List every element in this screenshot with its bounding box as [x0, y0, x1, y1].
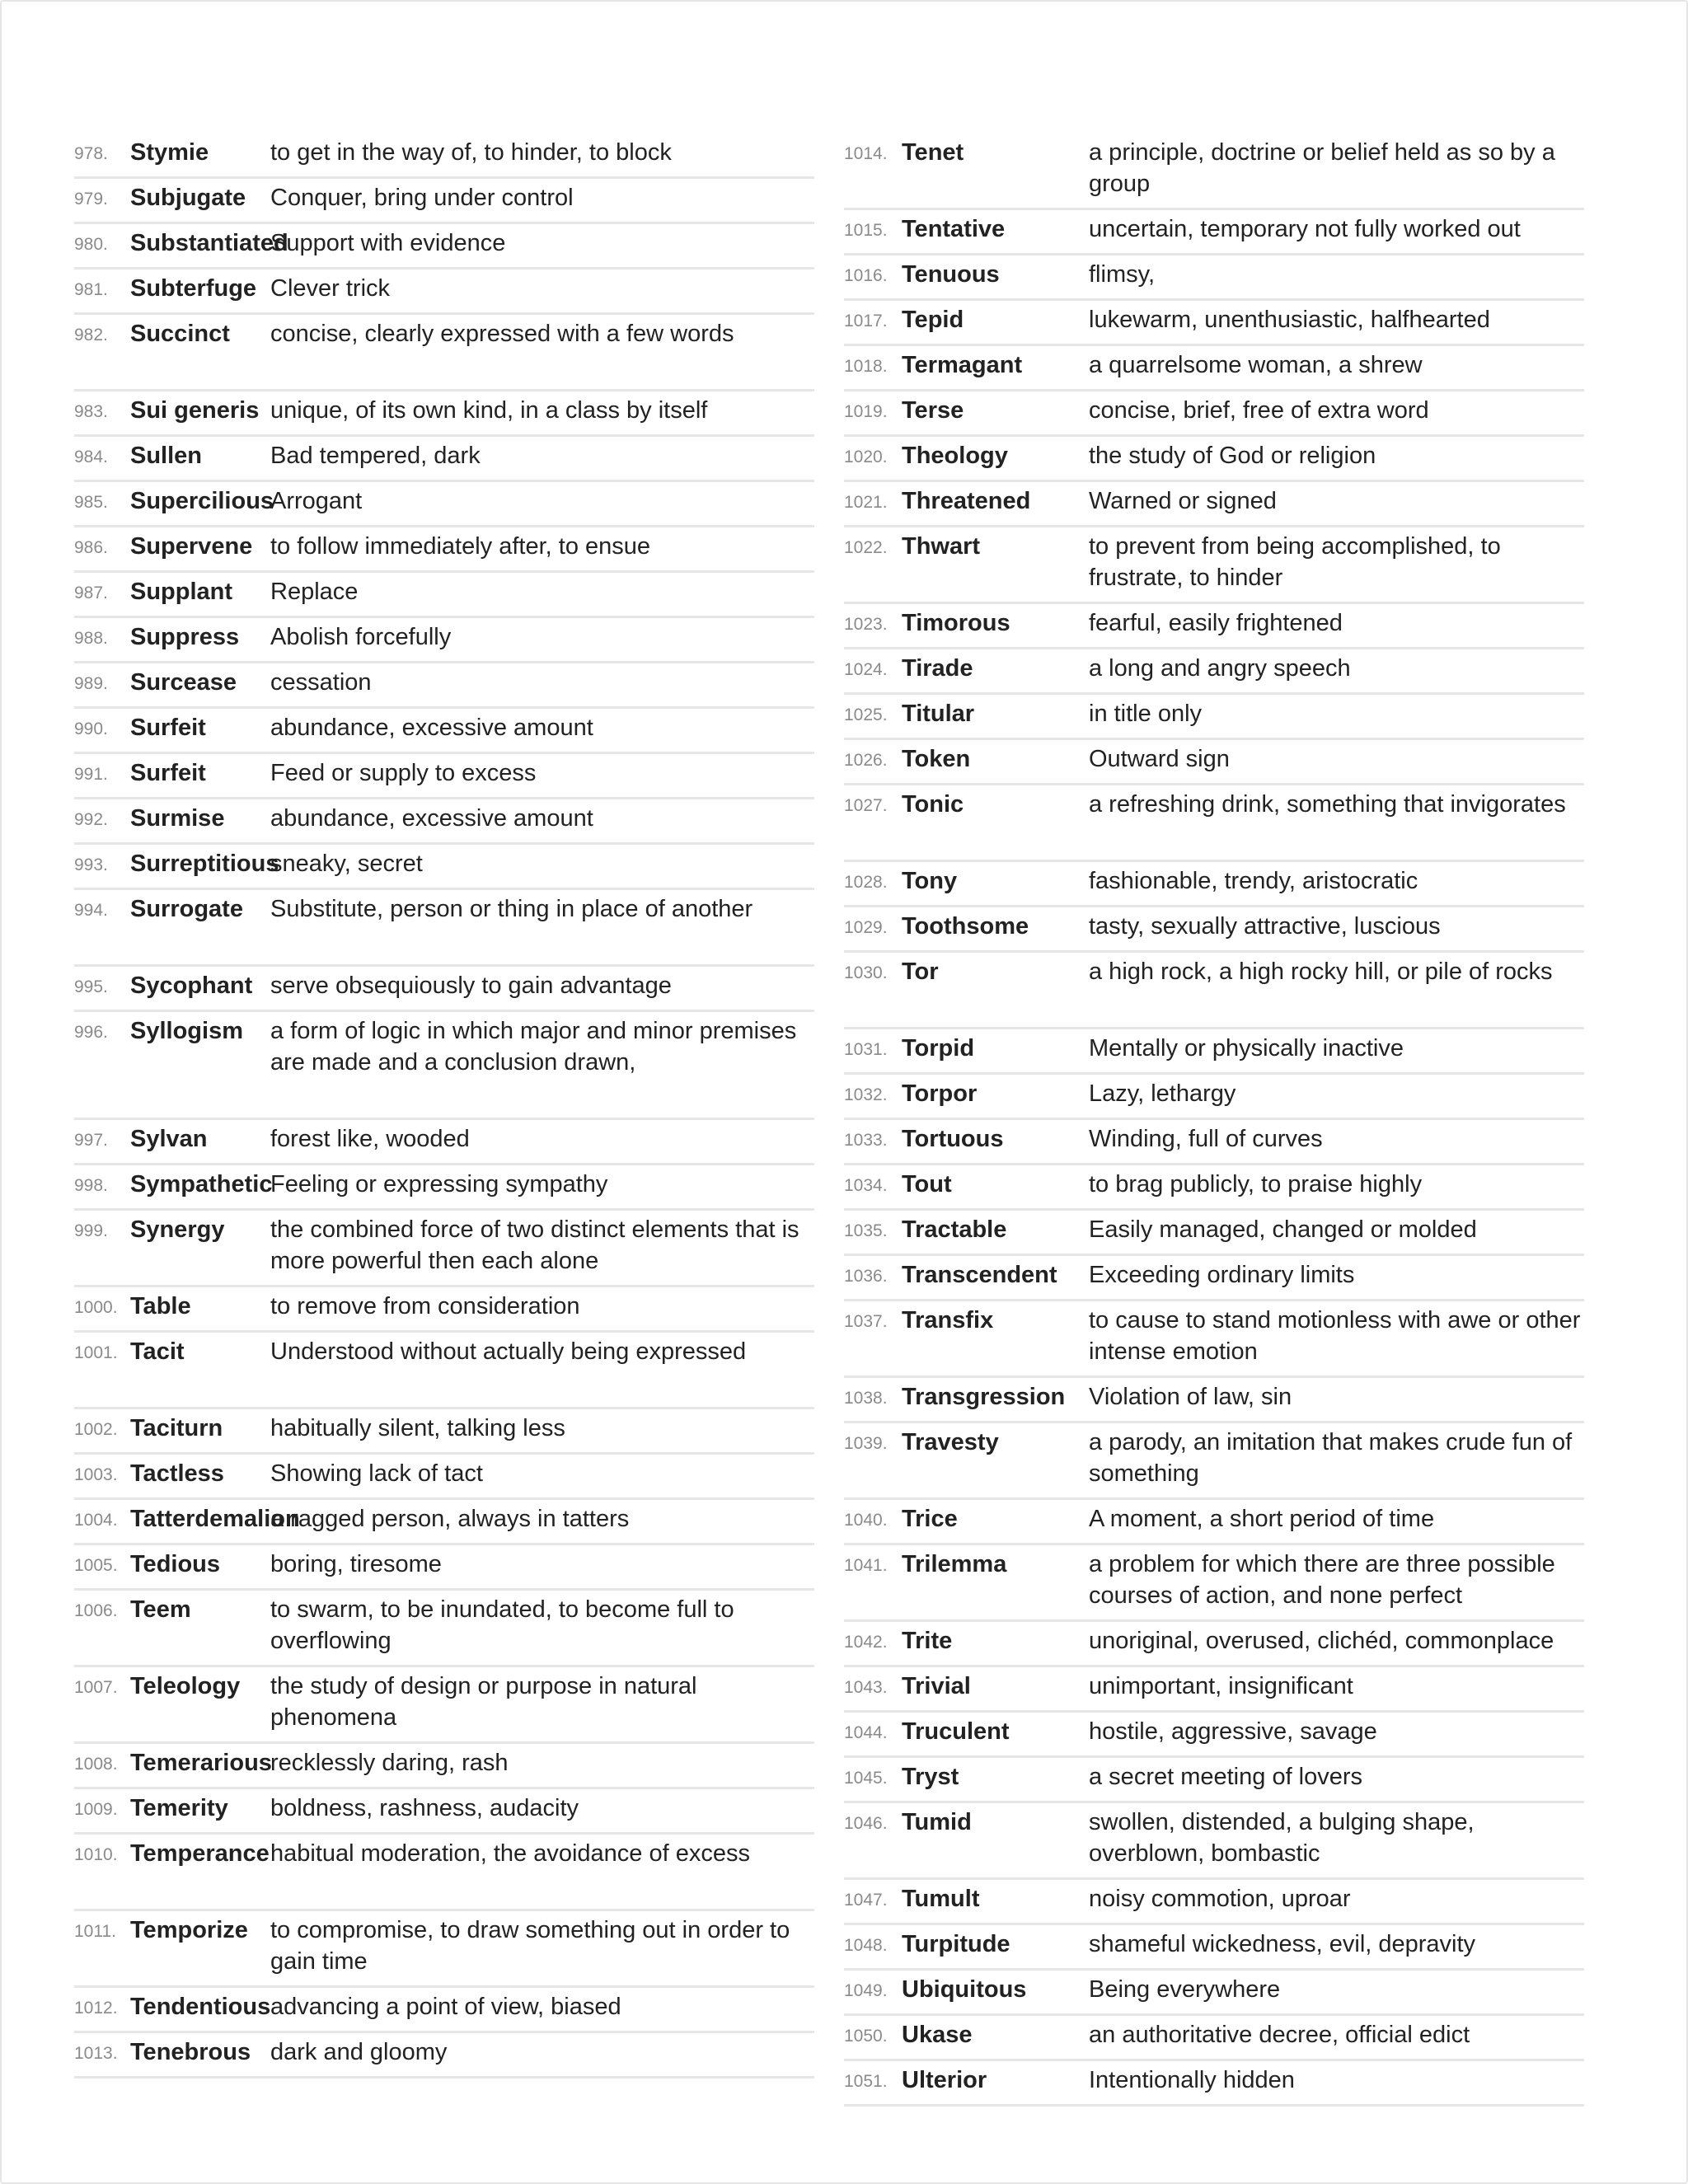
- vocab-row: [74, 224, 814, 269]
- vocab-definition: Lazy, lethargy: [1089, 1080, 1236, 1107]
- entry-number: 990.: [74, 719, 108, 738]
- vocab-definition: unimportant, insignificant: [1089, 1673, 1353, 1699]
- entry-number: 1029.: [844, 918, 888, 937]
- vocab-row: [844, 604, 1584, 649]
- vocab-definition: concise, clearly expressed with a few words: [270, 321, 734, 347]
- vocab-row: [74, 1789, 814, 1835]
- entry-number: 1037.: [844, 1312, 888, 1331]
- entry-number: 979.: [74, 190, 108, 209]
- vocab-definition: a refreshing drink, something that invigorates: [1089, 791, 1566, 818]
- entry-number: 983.: [74, 402, 108, 421]
- vocab-definition: the combined force of two distinct elements that is more powerful then each alone: [270, 1216, 799, 1274]
- vocab-row: [74, 1333, 814, 1409]
- vocab-row: [844, 1029, 1584, 1075]
- vocab-definition: shameful wickedness, evil, depravity: [1089, 1931, 1476, 1957]
- vocab-definition: a secret meeting of lovers: [1089, 1764, 1363, 1790]
- vocab-row: [844, 649, 1584, 695]
- entry-number: 1020.: [844, 448, 888, 466]
- vocab-definition: boring, tiresome: [270, 1551, 442, 1577]
- vocab-word: Torpor: [902, 1080, 978, 1107]
- vocab-row: [74, 1012, 814, 1120]
- vocab-word: Tatterdemalion: [130, 1506, 300, 1532]
- vocab-definition: a quarrelsome woman, a shrew: [1089, 352, 1423, 378]
- vocab-row: [74, 1500, 814, 1545]
- entry-number: 1043.: [844, 1678, 888, 1697]
- vocab-word: Tryst: [902, 1764, 959, 1790]
- vocab-definition: Outward sign: [1089, 746, 1230, 772]
- vocab-word: Suppress: [130, 624, 240, 650]
- vocab-row: [74, 391, 814, 437]
- vocab-definition: the study of design or purpose in natural phenomena: [270, 1673, 697, 1731]
- vocab-definition: Warned or signed: [1089, 488, 1277, 514]
- vocab-row: [74, 618, 814, 663]
- vocab-word: Supplant: [130, 579, 233, 605]
- entry-number: 996.: [74, 1023, 108, 1042]
- vocab-definition: Violation of law, sin: [1089, 1384, 1292, 1410]
- vocab-definition: a long and angry speech: [1089, 655, 1351, 682]
- vocab-word: Substantiated: [130, 230, 288, 256]
- entry-number: 1012.: [74, 1999, 118, 2018]
- vocab-word: Tumult: [902, 1886, 980, 1912]
- vocab-row: [844, 1803, 1584, 1880]
- vocab-word: Synergy: [130, 1216, 225, 1243]
- vocab-word: Subjugate: [130, 185, 246, 211]
- vocab-word: Surreptitious: [130, 851, 279, 877]
- entry-number: 1045.: [844, 1769, 888, 1788]
- entry-number: 1013.: [74, 2044, 118, 2063]
- vocab-row: [74, 1667, 814, 1744]
- vocab-definition: A moment, a short period of time: [1089, 1506, 1435, 1532]
- vocab-word: Stymie: [130, 139, 209, 166]
- vocab-word: Succinct: [130, 321, 230, 347]
- vocab-row: [74, 1287, 814, 1333]
- vocab-row: [844, 1622, 1584, 1667]
- vocab-definition: Bad tempered, dark: [270, 443, 481, 469]
- entry-number: 1002.: [74, 1420, 118, 1439]
- entry-number: 980.: [74, 235, 108, 254]
- entry-number: 1039.: [844, 1434, 888, 1453]
- vocab-word: Taciturn: [130, 1415, 223, 1441]
- entry-number: 1011.: [74, 1922, 116, 1941]
- vocab-row: [844, 953, 1584, 1029]
- entry-number: 997.: [74, 1131, 108, 1150]
- right-word-list: [844, 134, 1584, 2107]
- vocab-word: Trice: [902, 1506, 958, 1532]
- vocab-definition: a parody, an imitation that makes crude fun of something: [1089, 1429, 1573, 1487]
- vocab-definition: to remove from consideration: [270, 1293, 580, 1319]
- vocab-word: Transgression: [902, 1384, 1066, 1410]
- entry-number: 1014.: [844, 144, 888, 163]
- vocab-definition: unoriginal, overused, clichéd, commonplace: [1089, 1628, 1554, 1654]
- vocab-definition: forest like, wooded: [270, 1126, 470, 1152]
- vocab-word: Transcendent: [902, 1262, 1057, 1288]
- vocab-row: [74, 1211, 814, 1287]
- vocab-definition: Feed or supply to excess: [270, 760, 537, 786]
- entry-number: 1015.: [844, 221, 888, 240]
- entry-number: 1017.: [844, 312, 888, 330]
- vocab-definition: tasty, sexually attractive, luscious: [1089, 913, 1441, 940]
- vocab-word: Tumid: [902, 1809, 972, 1835]
- entry-number: 1036.: [844, 1267, 888, 1286]
- vocab-word: Tenet: [902, 139, 964, 166]
- vocab-word: Token: [902, 746, 971, 772]
- vocab-row: [844, 1758, 1584, 1803]
- vocab-definition: Mentally or physically inactive: [1089, 1035, 1404, 1062]
- vocab-row: [844, 1500, 1584, 1545]
- vocab-word: Terse: [902, 397, 964, 424]
- vocab-definition: habitually silent, talking less: [270, 1415, 565, 1441]
- entry-number: 978.: [74, 144, 108, 163]
- entry-number: 984.: [74, 448, 108, 466]
- vocab-definition: advancing a point of view, biased: [270, 1994, 621, 2020]
- vocab-row: [74, 1409, 814, 1455]
- vocab-word: Tirade: [902, 655, 973, 682]
- vocab-row: [844, 1925, 1584, 1971]
- vocab-word: Sui generis: [130, 397, 260, 424]
- vocab-definition: Abolish forcefully: [270, 624, 452, 650]
- entry-number: 1009.: [74, 1800, 118, 1819]
- vocab-word: Tentative: [902, 216, 1006, 242]
- vocab-row: [844, 1971, 1584, 2016]
- vocab-word: Surfeit: [130, 715, 206, 741]
- vocab-word: Tepid: [902, 307, 964, 333]
- vocab-row: [844, 437, 1584, 482]
- vocab-row: [844, 1423, 1584, 1500]
- entry-number: 989.: [74, 674, 108, 693]
- entry-number: 1040.: [844, 1511, 888, 1530]
- entry-number: 1008.: [74, 1755, 118, 1774]
- vocab-word: Thwart: [902, 533, 981, 560]
- entry-number: 1003.: [74, 1465, 118, 1484]
- entry-number: 1004.: [74, 1511, 118, 1530]
- vocab-definition: to brag publicly, to praise highly: [1089, 1171, 1423, 1197]
- left-word-list: [74, 134, 814, 2079]
- entry-number: 994.: [74, 901, 108, 920]
- vocab-word: Tout: [902, 1171, 952, 1197]
- vocab-row: [74, 527, 814, 573]
- vocab-word: Tractable: [902, 1216, 1007, 1243]
- vocab-definition: Showing lack of tact: [270, 1460, 483, 1487]
- entry-number: 1047.: [844, 1891, 888, 1910]
- entry-number: 1025.: [844, 705, 888, 724]
- vocab-word: Ukase: [902, 2022, 973, 2048]
- entry-number: 981.: [74, 280, 108, 299]
- vocab-row: [74, 845, 814, 890]
- vocab-row: [844, 391, 1584, 437]
- entry-number: 1019.: [844, 402, 888, 421]
- entry-number: 1041.: [844, 1556, 888, 1575]
- vocab-definition: serve obsequiously to gain advantage: [270, 972, 672, 999]
- vocab-row: [844, 1075, 1584, 1120]
- vocab-definition: Intentionally hidden: [1089, 2067, 1295, 2093]
- vocab-definition: Being everywhere: [1089, 1976, 1281, 2003]
- entry-number: 1032.: [844, 1085, 888, 1104]
- vocab-word: Temporize: [130, 1917, 248, 1943]
- vocab-word: Sympathetic: [130, 1171, 273, 1197]
- vocab-word: Threatened: [902, 488, 1031, 514]
- vocab-definition: boldness, rashness, audacity: [270, 1795, 579, 1821]
- vocab-row: [844, 785, 1584, 862]
- vocab-word: Syllogism: [130, 1018, 243, 1044]
- vocab-definition: Replace: [270, 579, 359, 605]
- entry-number: 1038.: [844, 1389, 888, 1408]
- vocab-row: [74, 709, 814, 754]
- vocab-word: Supercilious: [130, 488, 274, 514]
- entry-number: 1033.: [844, 1131, 888, 1150]
- entry-number: 1023.: [844, 615, 888, 634]
- vocab-definition: Easily managed, changed or molded: [1089, 1216, 1477, 1243]
- vocab-word: Table: [130, 1293, 191, 1319]
- vocab-word: Supervene: [130, 533, 253, 560]
- vocab-word: Sullen: [130, 443, 203, 469]
- vocab-row: [844, 1378, 1584, 1423]
- vocab-word: Tenebrous: [130, 2039, 251, 2065]
- vocab-word: Surfeit: [130, 760, 206, 786]
- vocab-row: [844, 1713, 1584, 1758]
- vocab-word: Truculent: [902, 1718, 1010, 1745]
- vocab-row: [74, 1545, 814, 1591]
- entry-number: 982.: [74, 326, 108, 344]
- vocab-row: [844, 482, 1584, 527]
- vocab-row: [844, 1120, 1584, 1165]
- vocab-definition: to compromise, to draw something out in order to gain time: [270, 1917, 790, 1975]
- entry-number: 1007.: [74, 1678, 118, 1697]
- entry-number: 992.: [74, 810, 108, 829]
- vocab-row: [844, 1301, 1584, 1378]
- entry-number: 995.: [74, 977, 108, 996]
- vocab-row: [74, 1120, 814, 1165]
- vocab-definition: sneaky, secret: [270, 851, 423, 877]
- vocab-word: Travesty: [902, 1429, 999, 1455]
- entry-number: 985.: [74, 493, 108, 512]
- vocab-definition: abundance, excessive amount: [270, 715, 593, 741]
- vocab-row: [74, 1835, 814, 1911]
- vocab-definition: abundance, excessive amount: [270, 805, 593, 832]
- vocab-word: Temerity: [130, 1795, 228, 1821]
- entry-number: 1021.: [844, 493, 888, 512]
- vocab-definition: Substitute, person or thing in place of another: [270, 896, 753, 922]
- vocab-row: [74, 1744, 814, 1789]
- vocab-definition: Feeling or expressing sympathy: [270, 1171, 608, 1197]
- vocab-word: Timorous: [902, 610, 1010, 636]
- vocab-definition: a high rock, a high rocky hill, or pile of rocks: [1089, 958, 1553, 985]
- entry-number: 1042.: [844, 1633, 888, 1652]
- vocab-definition: hostile, aggressive, savage: [1089, 1718, 1377, 1745]
- entry-number: 1046.: [844, 1814, 888, 1833]
- vocab-word: Ulterior: [902, 2067, 987, 2093]
- vocab-definition: a principle, doctrine or belief held as so by a group: [1089, 139, 1555, 197]
- vocab-word: Torpid: [902, 1035, 975, 1062]
- entry-number: 1050.: [844, 2027, 888, 2046]
- vocab-row: [74, 134, 814, 179]
- vocab-row: [844, 210, 1584, 255]
- vocab-definition: Support with evidence: [270, 230, 506, 256]
- entry-number: 987.: [74, 583, 108, 602]
- vocab-definition: lukewarm, unenthusiastic, halfhearted: [1089, 307, 1490, 333]
- vocab-definition: to get in the way of, to hinder, to block: [270, 139, 672, 166]
- vocab-word: Temperance: [130, 1840, 270, 1867]
- vocab-row: [844, 1211, 1584, 1256]
- entry-number: 1010.: [74, 1845, 118, 1864]
- entry-number: 1006.: [74, 1601, 118, 1620]
- entry-number: 1018.: [844, 357, 888, 376]
- vocab-word: Sylvan: [130, 1126, 208, 1152]
- vocab-row: [74, 573, 814, 618]
- vocab-word: Trite: [902, 1628, 953, 1654]
- vocab-row: [844, 1256, 1584, 1301]
- entry-number: 1030.: [844, 963, 888, 982]
- entry-number: 1000.: [74, 1298, 118, 1317]
- entry-number: 1024.: [844, 660, 888, 679]
- vocab-definition: recklessly daring, rash: [270, 1750, 509, 1776]
- vocab-definition: Arrogant: [270, 488, 363, 514]
- entry-number: 993.: [74, 855, 108, 874]
- vocab-row: [844, 1667, 1584, 1713]
- vocab-definition: cessation: [270, 669, 372, 696]
- vocab-definition: the study of God or religion: [1089, 443, 1376, 469]
- vocab-definition: fearful, easily frightened: [1089, 610, 1343, 636]
- vocab-definition: noisy commotion, uproar: [1089, 1886, 1351, 1912]
- vocab-row: [74, 663, 814, 709]
- vocab-definition: to swarm, to be inundated, to become full to overflowing: [270, 1596, 734, 1654]
- entry-number: 991.: [74, 765, 108, 784]
- entry-number: 1022.: [844, 538, 888, 557]
- entry-number: 1027.: [844, 796, 888, 815]
- vocab-row: [74, 1988, 814, 2033]
- vocab-word: Turpitude: [902, 1931, 1010, 1957]
- vocab-word: Sycophant: [130, 972, 253, 999]
- vocab-definition: a form of logic in which major and minor premises are made and a conclusion drawn,: [270, 1018, 797, 1076]
- vocab-word: Tor: [902, 958, 939, 985]
- vocab-word: Termagant: [902, 352, 1023, 378]
- vocab-definition: flimsy,: [1089, 261, 1156, 288]
- entry-number: 1049.: [844, 1981, 888, 2000]
- vocab-word: Tendentious: [130, 1994, 271, 2020]
- vocab-row: [74, 799, 814, 845]
- vocab-word: Tony: [902, 868, 958, 894]
- vocab-word: Trilemma: [902, 1551, 1007, 1577]
- entry-number: 1034.: [844, 1176, 888, 1195]
- vocab-word: Trivial: [902, 1673, 971, 1699]
- entry-number: 1028.: [844, 873, 888, 892]
- vocab-definition: to follow immediately after, to ensue: [270, 533, 651, 560]
- vocab-word: Tenuous: [902, 261, 1000, 288]
- entry-number: 1026.: [844, 751, 888, 770]
- vocab-row: [844, 695, 1584, 740]
- entry-number: 1048.: [844, 1936, 888, 1955]
- entry-number: 1031.: [844, 1040, 888, 1059]
- entry-number: 986.: [74, 538, 108, 557]
- entry-number: 998.: [74, 1176, 108, 1195]
- vocab-row: [74, 315, 814, 391]
- vocab-word: Toothsome: [902, 913, 1029, 940]
- vocab-word: Temerarious: [130, 1750, 272, 1776]
- vocab-row: [74, 179, 814, 224]
- vocab-definition: swollen, distended, a bulging shape, overblown, bombastic: [1089, 1809, 1475, 1867]
- vocab-word: Surcease: [130, 669, 237, 696]
- vocab-word: Tacit: [130, 1338, 185, 1365]
- vocab-row: [844, 2016, 1584, 2061]
- vocab-definition: uncertain, temporary not fully worked out: [1089, 216, 1521, 242]
- vocab-row: [74, 1911, 814, 1988]
- vocab-row: [74, 1591, 814, 1667]
- vocab-definition: fashionable, trendy, aristocratic: [1089, 868, 1418, 894]
- vocab-row: [844, 1880, 1584, 1925]
- entry-number: 1001.: [74, 1343, 118, 1362]
- vocab-definition: dark and gloomy: [270, 2039, 448, 2065]
- vocab-row: [74, 890, 814, 967]
- vocab-row: [844, 1545, 1584, 1622]
- vocab-word: Titular: [902, 701, 975, 727]
- vocab-row: [74, 754, 814, 799]
- vocab-row: [74, 482, 814, 527]
- entry-number: 1044.: [844, 1723, 888, 1742]
- vocab-word: Teleology: [130, 1673, 241, 1699]
- vocab-word: Tonic: [902, 791, 964, 818]
- vocab-word: Tactless: [130, 1460, 224, 1487]
- vocab-definition: to prevent from being accomplished, to frustrate, to hinder: [1089, 533, 1501, 591]
- vocab-row: [844, 134, 1584, 210]
- vocab-row: [844, 255, 1584, 301]
- vocab-word: Tedious: [130, 1551, 221, 1577]
- vocab-definition: in title only: [1089, 701, 1203, 727]
- vocab-definition: to cause to stand motionless with awe or other intense emotion: [1089, 1307, 1581, 1365]
- entry-number: 999.: [74, 1221, 108, 1240]
- vocab-row: [844, 740, 1584, 785]
- vocab-row: [74, 2033, 814, 2079]
- vocab-row: [844, 862, 1584, 907]
- vocab-word: Theology: [902, 443, 1008, 469]
- vocab-row: [844, 907, 1584, 953]
- vocab-definition: habitual moderation, the avoidance of excess: [270, 1840, 750, 1867]
- vocab-row: [74, 967, 814, 1012]
- vocab-word: Surrogate: [130, 896, 243, 922]
- vocab-row: [844, 301, 1584, 346]
- vocab-definition: Exceeding ordinary limits: [1089, 1262, 1355, 1288]
- vocab-word: Surmise: [130, 805, 225, 832]
- vocab-word: Tortuous: [902, 1126, 1004, 1152]
- vocab-definition: Winding, full of curves: [1089, 1126, 1323, 1152]
- entry-number: 1005.: [74, 1556, 118, 1575]
- vocab-row: [844, 1165, 1584, 1211]
- entry-number: 988.: [74, 629, 108, 648]
- vocab-row: [844, 346, 1584, 391]
- vocab-word: Transfix: [902, 1307, 994, 1333]
- vocab-definition: Conquer, bring under control: [270, 185, 574, 211]
- vocab-row: [74, 269, 814, 315]
- entry-number: 1051.: [844, 2072, 888, 2091]
- vocab-row: [844, 527, 1584, 604]
- vocab-definition: unique, of its own kind, in a class by itself: [270, 397, 708, 424]
- vocab-row: [74, 1455, 814, 1500]
- vocab-word: Teem: [130, 1596, 191, 1623]
- vocab-definition: an authoritative decree, official edict: [1089, 2022, 1470, 2048]
- vocab-row: [74, 437, 814, 482]
- entry-number: 1035.: [844, 1221, 888, 1240]
- vocab-definition: a problem for which there are three possible courses of action, and none perfect: [1089, 1551, 1555, 1609]
- vocab-word: Ubiquitous: [902, 1976, 1027, 2003]
- vocab-definition: concise, brief, free of extra word: [1089, 397, 1429, 424]
- vocab-row: [74, 1165, 814, 1211]
- vocab-definition: Clever trick: [270, 275, 391, 302]
- vocab-definition: Understood without actually being expressed: [270, 1338, 747, 1365]
- vocab-row: [844, 2061, 1584, 2107]
- vocab-definition: a ragged person, always in tatters: [270, 1506, 630, 1532]
- vocab-word: Subterfuge: [130, 275, 257, 302]
- entry-number: 1016.: [844, 266, 888, 285]
